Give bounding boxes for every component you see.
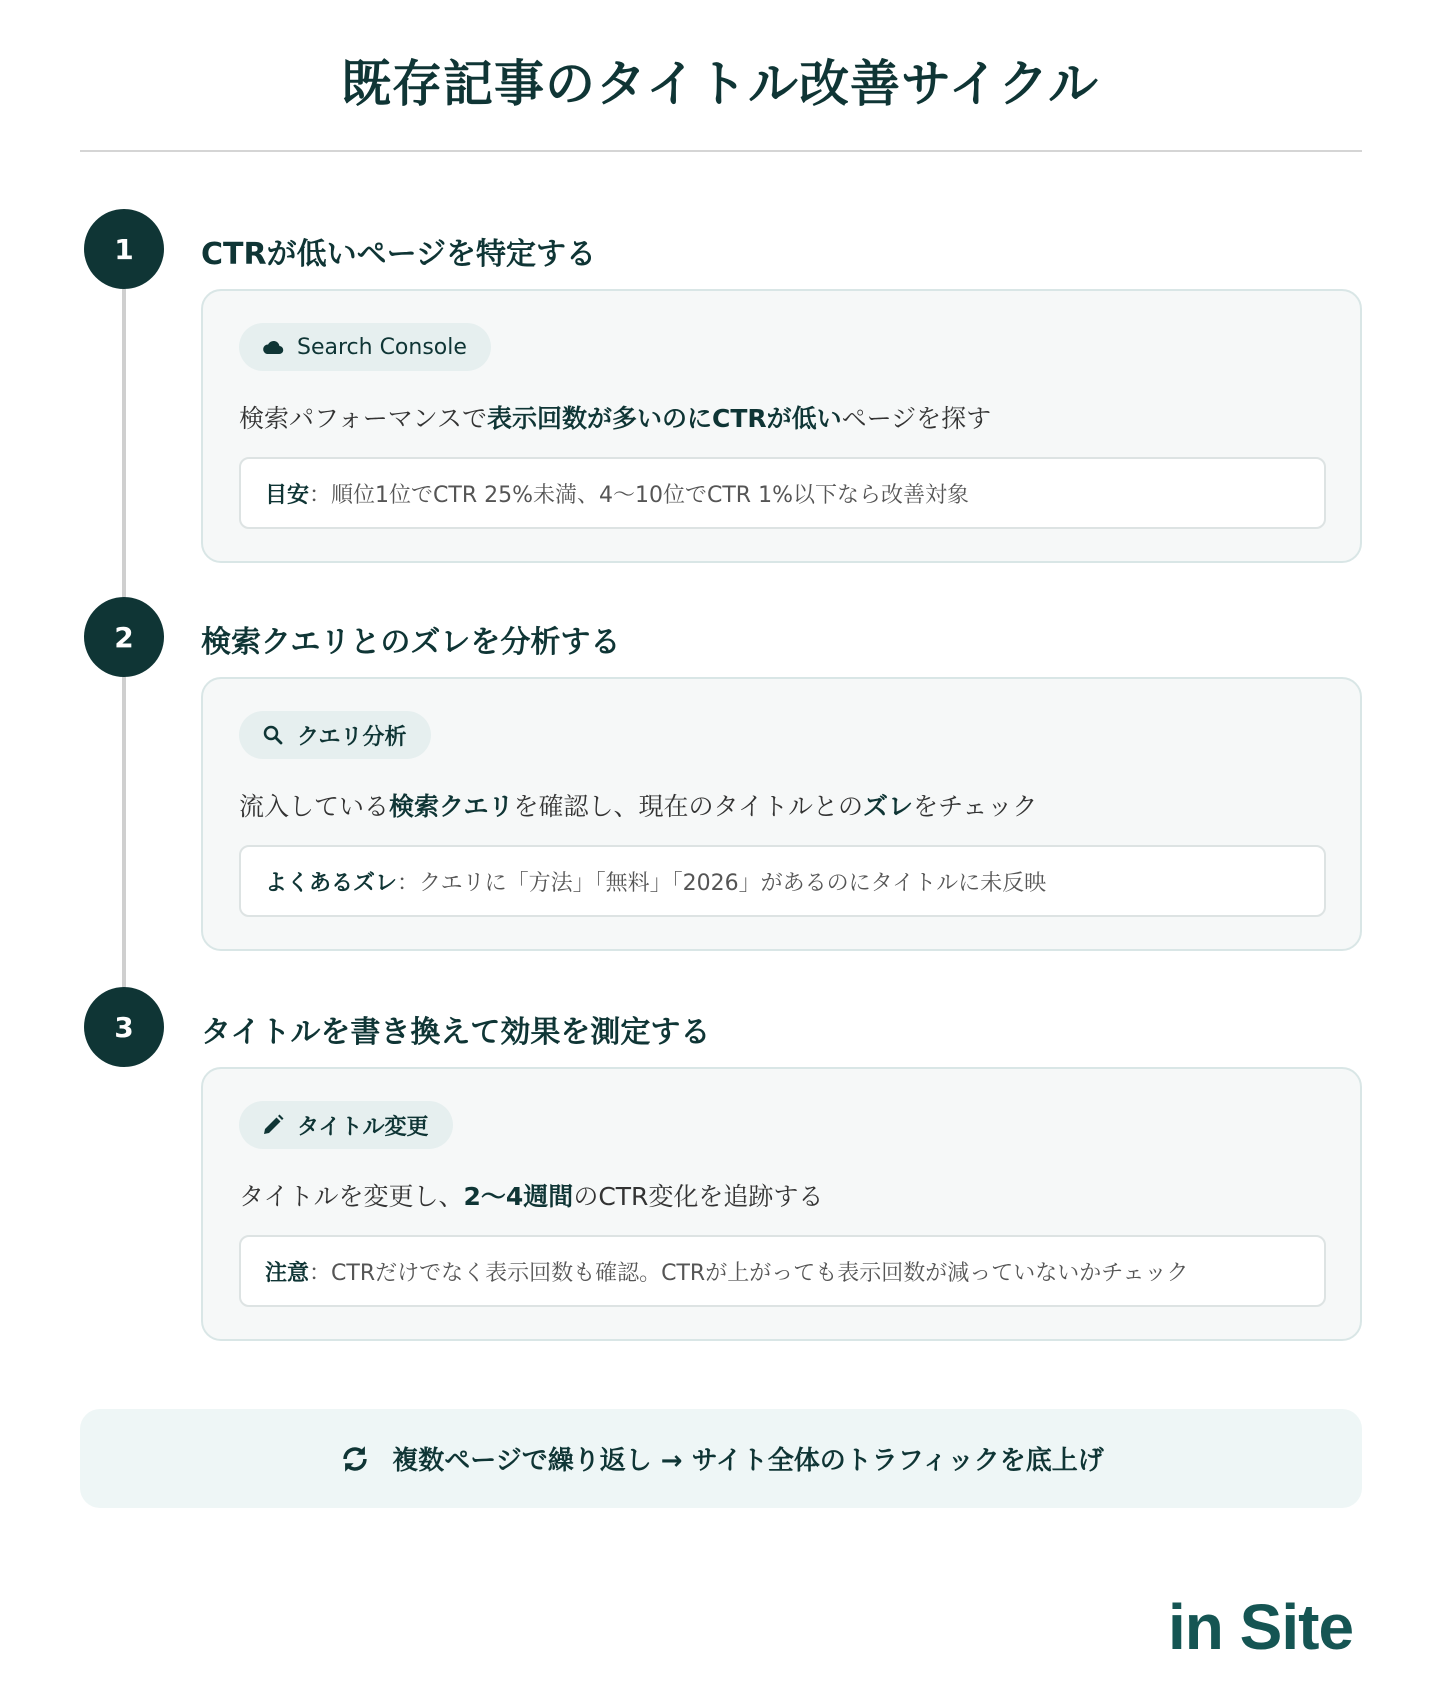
note-label: よくあるズレ — [265, 870, 398, 896]
note-box — [239, 845, 1326, 917]
step-heading: 検索クエリとのズレを分析する — [201, 625, 621, 660]
search-icon — [261, 723, 285, 747]
note-text: クエリに「方法」「無料」「2026」があるのにタイトルに未反映 — [419, 870, 1047, 896]
step-heading: CTRが低いページを特定する — [201, 237, 596, 272]
summary-banner — [80, 1409, 1362, 1508]
step-number: 2 — [84, 597, 164, 677]
tag-label: Search Console — [297, 334, 467, 360]
note-box — [239, 1235, 1326, 1307]
tag-pill — [239, 323, 491, 371]
step-card — [201, 677, 1362, 951]
note-sep: ： — [309, 1260, 332, 1286]
note-sep: ： — [309, 482, 332, 508]
desc-text: を確認し、現在のタイトルとの — [513, 792, 864, 821]
tag-label: クエリ分析 — [297, 724, 407, 750]
step-card — [201, 289, 1362, 563]
desc-text: 流入している — [239, 792, 390, 821]
desc-emphasis: ズレ — [863, 792, 914, 821]
desc-emphasis: 表示回数が多いのにCTRが低い — [487, 404, 842, 433]
step-description — [239, 399, 991, 435]
pencil-icon — [261, 1113, 285, 1137]
page-title: 既存記事のタイトル改善サイクル — [341, 55, 1099, 113]
tag-pill — [239, 1101, 453, 1149]
cloud-icon — [261, 335, 285, 359]
step-number: 3 — [84, 987, 164, 1067]
desc-text: タイトルを変更し、 — [239, 1182, 464, 1211]
step-description — [239, 787, 1037, 823]
desc-emphasis: 検索クエリ — [389, 792, 514, 821]
insite-logo: in Site — [1168, 1591, 1354, 1663]
desc-emphasis: 2〜4週間 — [463, 1182, 574, 1211]
refresh-icon — [338, 1442, 372, 1476]
note-label: 注意 — [265, 1260, 310, 1286]
tag-pill — [239, 711, 431, 759]
note-sep: ： — [397, 870, 420, 896]
desc-text: のCTR変化を追跡する — [573, 1182, 824, 1211]
note-box — [239, 457, 1326, 529]
banner-text: 複数ページで繰り返し → サイト全体のトラフィックを底上げ — [392, 1446, 1104, 1476]
desc-text: 検索パフォーマンスで — [239, 404, 488, 433]
note-label: 目安 — [265, 482, 310, 508]
desc-text: をチェック — [913, 792, 1038, 821]
step-heading: タイトルを書き換えて効果を測定する — [201, 1015, 711, 1050]
note-text: 順位1位でCTR 25%未満、4〜10位でCTR 1%以下なら改善対象 — [331, 482, 969, 508]
note-text: CTRだけでなく表示回数も確認。CTRが上がっても表示回数が減っていないかチェック — [331, 1260, 1189, 1286]
divider — [80, 150, 1362, 152]
step-card — [201, 1067, 1362, 1341]
step-number: 1 — [84, 209, 164, 289]
tag-label: タイトル変更 — [297, 1114, 429, 1140]
step-description — [239, 1177, 823, 1213]
desc-text: ページを探す — [841, 404, 992, 433]
